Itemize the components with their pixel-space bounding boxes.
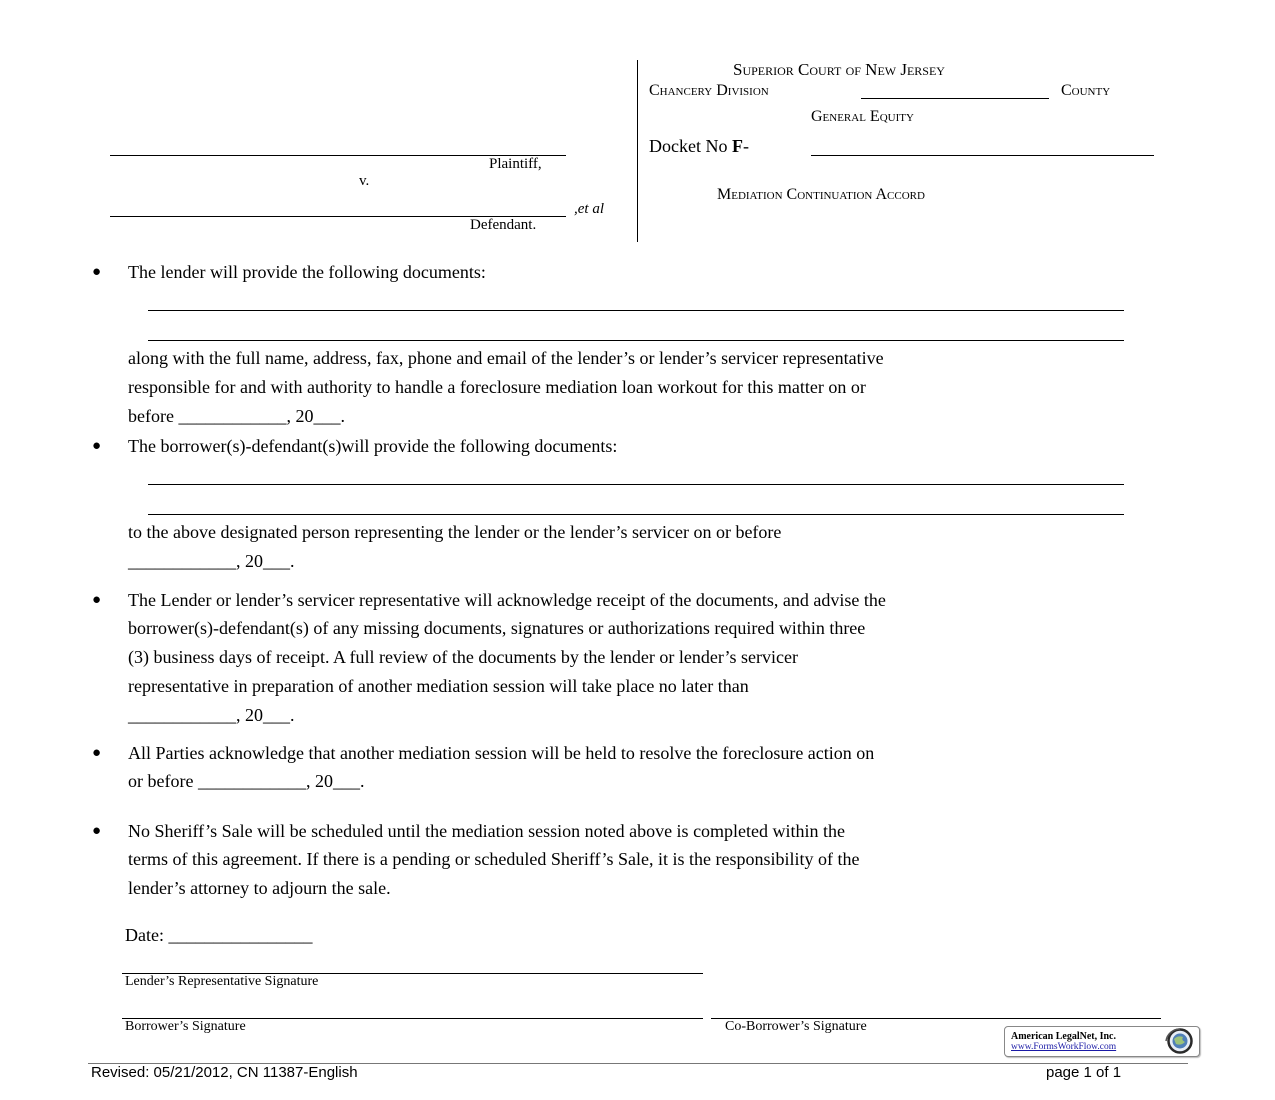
plaintiff-label: Plaintiff,	[489, 156, 542, 172]
session-line-2: or before ____________, 20___.	[128, 771, 365, 791]
legalnet-logo[interactable]	[1004, 1026, 1200, 1057]
lender-contact-line-1: along with the full name, address, fax, phone and email of the lender’s or lender’s servicer representative	[128, 348, 884, 368]
document-title: Mediation Continuation Accord	[717, 186, 925, 203]
lender-docs-line-2[interactable]	[148, 340, 1124, 341]
court-name: Superior Court of New Jersey	[733, 60, 945, 79]
borrower-docs-text: The borrower(s)-defendant(s)will provide the following documents:	[128, 436, 618, 456]
borrower-docs-line-2[interactable]	[148, 514, 1124, 515]
ack-line-5: ____________, 20___.	[128, 705, 295, 725]
docket-field[interactable]	[811, 155, 1154, 156]
lender-docs-line-1[interactable]	[148, 310, 1124, 311]
borrower-deliver-line-2: ____________, 20___.	[128, 551, 295, 571]
sale-line-1: No Sheriff’s Sale will be scheduled until the mediation session noted above is completed within the	[128, 821, 846, 841]
borrower-signature-label: Borrower’s Signature	[125, 1019, 246, 1034]
et-al-label: ,et al	[574, 201, 604, 217]
bullet-3: ●	[92, 592, 102, 608]
lender-contact-line-2: responsible for and with authority to handle a foreclosure mediation loan workout for this matter on or	[128, 377, 866, 397]
versus-label: v.	[359, 173, 370, 189]
bullet-4: ●	[92, 745, 102, 761]
bullet-1: ●	[92, 264, 102, 280]
borrower-docs-line-1[interactable]	[148, 484, 1124, 485]
ack-line-2: borrower(s)-defendant(s) of any missing documents, signatures or authorizations required within three	[128, 618, 866, 638]
county-field[interactable]	[861, 98, 1049, 99]
docket-dash: -	[742, 136, 749, 156]
globe-icon	[1162, 1027, 1196, 1055]
ack-line-3: (3) business days of receipt. A full review of the documents by the lender or lender’s servicer	[128, 647, 798, 667]
county-label: County	[1061, 82, 1111, 99]
general-equity-label: General Equity	[811, 108, 914, 125]
ack-line-4: representative in preparation of another mediation session will take place no later than	[128, 676, 749, 696]
logo-company-name: American LegalNet, Inc.	[1011, 1031, 1116, 1042]
borrower-deliver-line-1: to the above designated person representing the lender or the lender’s servicer on or before	[128, 522, 782, 542]
ack-line-1: The Lender or lender’s servicer representative will acknowledge receipt of the documents, and advise the	[128, 590, 886, 610]
defendant-label: Defendant.	[470, 217, 537, 233]
lender-contact-line-3: before ____________, 20___.	[128, 406, 345, 426]
docket-label	[649, 136, 749, 157]
division-label: Chancery Division	[649, 82, 769, 99]
bullet-2: ●	[92, 438, 102, 454]
sale-line-3: lender’s attorney to adjourn the sale.	[128, 878, 391, 898]
logo-url-link[interactable]: www.FormsWorkFlow.com	[1011, 1042, 1117, 1052]
sale-line-2: terms of this agreement. If there is a pending or scheduled Sheriff’s Sale, it is the responsibility of the	[128, 849, 860, 869]
bullet-5: ●	[92, 823, 102, 839]
docket-prefix: Docket No	[649, 136, 732, 156]
caption-divider	[637, 60, 638, 242]
lender-signature-label: Lender’s Representative Signature	[125, 974, 319, 989]
revision-info: Revised: 05/21/2012, CN 11387-English	[91, 1064, 358, 1081]
lender-docs-text: The lender will provide the following documents:	[128, 262, 486, 282]
co-borrower-signature-label: Co-Borrower’s Signature	[725, 1019, 867, 1034]
date-field[interactable]: Date: ________________	[125, 925, 313, 945]
session-line-1: All Parties acknowledge that another mediation session will be held to resolve the foreclosure action on	[128, 743, 875, 763]
page-number: page 1 of 1	[1046, 1064, 1122, 1081]
docket-f: F	[731, 136, 743, 156]
